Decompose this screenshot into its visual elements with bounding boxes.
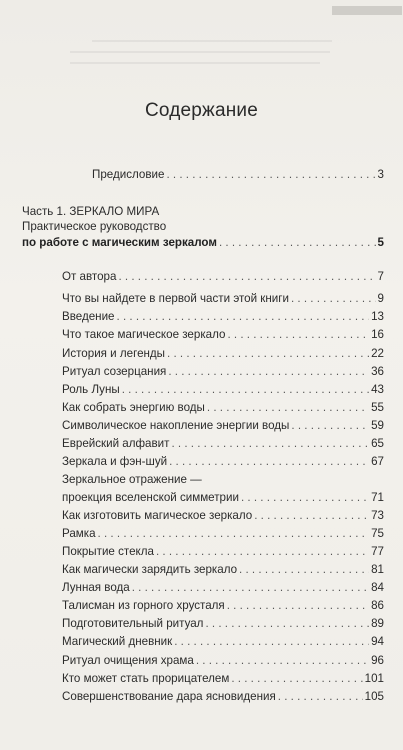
toc-entry-title: Еврейский алфавит [62,437,170,450]
dot-leader [117,310,370,324]
dot-leader [291,419,369,433]
toc-entry[interactable] [62,654,384,668]
toc-entry-page: 105 [364,690,384,703]
dot-leader [168,365,369,379]
page-title: Содержание [144,100,259,121]
dot-leader [156,545,369,559]
toc-entry[interactable] [62,672,384,686]
toc-entry-page: 77 [371,545,384,558]
dot-leader [227,599,369,613]
toc-entry-page: 59 [371,419,384,432]
toc-entry-title: Ритуал очищения храма [62,654,194,667]
toc-entry-title: Покрытие стекла [62,545,154,558]
dot-leader [171,437,369,451]
toc-entry-title: Совершенствование дара ясновидения [62,690,276,703]
toc-entry-page: 75 [371,527,384,540]
toc-entry[interactable] [62,401,384,415]
dot-leader [254,509,369,523]
toc-entry[interactable] [62,617,384,631]
dot-leader [174,635,369,649]
part-heading: Часть 1. ЗЕРКАЛО МИРА [22,205,160,218]
toc-entry[interactable] [62,635,384,649]
toc-entry-title: проекция вселенской симметрии [62,491,239,504]
toc-entry[interactable] [62,690,384,704]
toc-entry-page: 55 [371,401,384,414]
dot-leader [239,563,369,577]
toc-entry[interactable] [62,347,384,361]
toc-entry-page: 43 [371,383,384,396]
dot-leader [219,236,376,250]
toc-entry-page: 22 [371,347,384,360]
toc-entry[interactable] [62,545,384,559]
toc-entry-title: Магический дневник [62,635,173,648]
toc-entry[interactable] [62,491,384,505]
dot-leader [169,455,369,469]
toc-entry-page: 16 [371,328,384,341]
toc-entry[interactable] [62,365,384,379]
toc-entry-page: 96 [371,654,384,667]
dot-leader [291,292,376,306]
toc-entry-title: Как изготовить магическое зеркало [62,509,253,522]
ghost-text-line [70,62,320,64]
toc-entry-title: Роль Луны [62,383,120,396]
dot-leader [278,690,363,704]
dot-leader [132,581,369,595]
toc-entry-title: Как собрать энергию воды [62,401,205,414]
toc-entry-page: 84 [371,581,384,594]
dot-leader [122,383,369,397]
toc-entry-title: Зеркала и фэн-шуй [62,455,168,468]
dot-leader [167,347,369,361]
toc-entry-title-line1: Зеркальное отражение — [62,473,202,486]
toc-entry-page: 94 [371,635,384,648]
dot-leader [166,168,375,182]
toc-entry-title: Предисловие [92,168,165,181]
toc-entry-page: 89 [371,617,384,630]
toc-entry-page: 73 [371,509,384,522]
toc-entry[interactable] [62,419,384,433]
toc-entry[interactable] [62,270,384,284]
toc-entry[interactable] [62,527,384,541]
dot-leader [207,401,369,415]
toc-entry-page: 86 [371,599,384,612]
toc-entry-title: Символическое накопление энергии воды [62,419,290,432]
toc-entry-title: От автора [62,270,117,283]
dot-leader [98,527,370,541]
toc-entry[interactable] [62,563,384,577]
toc-entry-page: 81 [371,563,384,576]
toc-entry-page: 67 [371,455,384,468]
toc-entry-title: История и легенды [62,347,166,360]
toc-entry[interactable] [62,599,384,613]
toc-entry-title: по работе с магическим зеркалом [22,236,217,249]
ghost-text-line [92,40,332,42]
dot-leader [205,617,369,631]
toc-entry-title: Что такое магическое зеркало [62,328,226,341]
toc-entry-page: 5 [377,236,384,249]
toc-entry-title: Подготовительный ритуал [62,617,204,630]
toc-entry[interactable] [62,455,384,469]
dot-leader [196,654,369,668]
toc-entry[interactable] [62,383,384,397]
toc-entry-title: Лунная вода [62,581,130,594]
previous-page-bleed-through [0,0,403,75]
toc-entry-title: Рамка [62,527,96,540]
toc-entry-title: Как магически зарядить зеркало [62,563,238,576]
dot-leader [231,672,362,686]
toc-entry-part[interactable] [22,236,384,250]
toc-entry-page: 7 [377,270,384,283]
toc-entry-page: 36 [371,365,384,378]
toc-entry-page: 65 [371,437,384,450]
toc-entry[interactable] [62,292,384,306]
toc-entry-title: Талисман из горного хрусталя [62,599,225,612]
toc-entry[interactable] [62,328,384,342]
toc-entry-title: Введение [62,310,115,323]
toc-entry-preface[interactable] [92,168,384,182]
toc-entry-page: 71 [371,491,384,504]
toc-entry-page: 13 [371,310,384,323]
toc-entry-page: 9 [377,292,384,305]
toc-entry[interactable] [62,509,384,523]
toc-entry-page: 3 [377,168,384,181]
toc-entry[interactable] [62,437,384,451]
toc-entry-title: Что вы найдете в первой части этой книги [62,292,289,305]
toc-entry-title: Кто может стать прорицателем [62,672,230,685]
part-subtitle-line1: Практическое руководство [22,220,167,233]
dot-leader [118,270,375,284]
toc-entry[interactable] [62,581,384,595]
running-header-tab [332,6,402,15]
ghost-text-line [70,51,330,53]
toc-entry[interactable] [62,310,384,324]
dot-leader [227,328,369,342]
toc-entry-title: Ритуал созерцания [62,365,167,378]
dot-leader [241,491,369,505]
toc-entry-page: 101 [364,672,384,685]
